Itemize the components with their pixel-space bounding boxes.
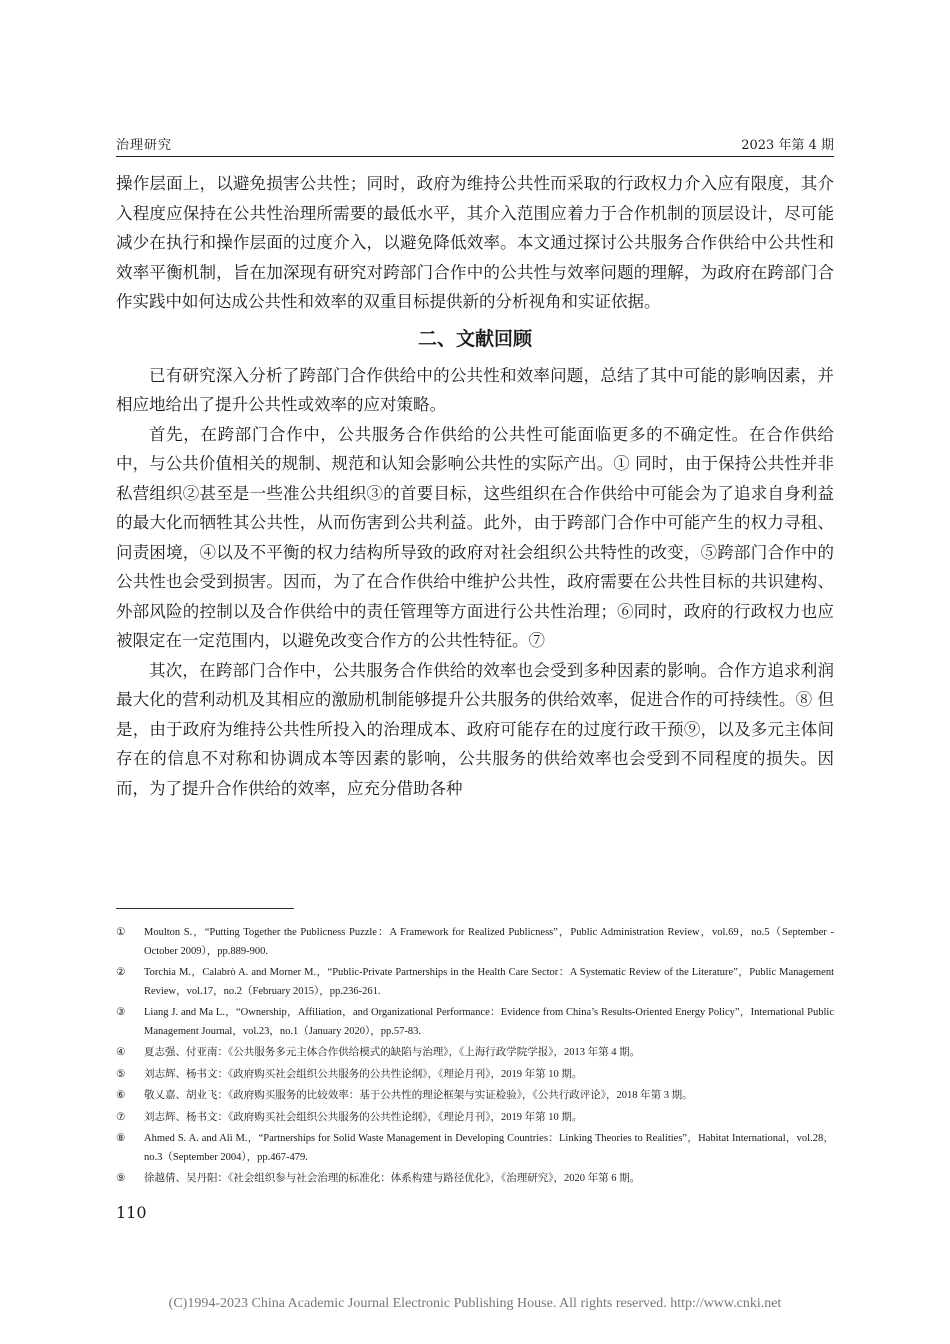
footnote-number: ① [116,927,126,938]
footnote-number: ② [116,967,126,978]
footnote [116,1044,834,1063]
footnote-text: 敬乂嘉、胡业飞：《政府购买服务的比较效率：基于公共性的理论框架与实证检验》，《公共行政评论》，2018 年第 3 期。 [144,1090,693,1101]
body-paragraph: 首先，在跨部门合作中，公共服务合作供给的公共性可能面临更多的不确定性。在合作供给中，与公共价值相关的规制、规范和认知会影响公共性的实际产出。① 同时，由于保持公共性并非私营组织②甚至是一些准公共组织③的首要目标，这些组织在合作供给中可能会为了追求自身利益的最大化而牺牲其公共性，从而伤害到公共利益。此外，由于跨部门合作中可能产生的权力寻租、问责困境，④以及不平衡的权力结构所导致的政府对社会组织公共特性的改变，⑤跨部门合作中的公共性也会受到损害。因而，为了在合作供给中维护公共性，政府需要在公共性目标的共识建构、外部风险的控制以及合作供给中的责任管理等方面进行公共性治理；⑥同时，政府的行政权力也应被限定在一定范围内，以避免改变合作方的公共性特征。⑦ [116,424,834,650]
footnote-text: Torchia M.，Calabrò A. and Morner M.，“Public-Private Partnerships in the Health Care Sector：A Systematic Review of the Literature”，Public Management Review，vol.17，no.2（February 2015），pp.236-261. [144,967,834,997]
footnote-number: ④ [116,1047,126,1058]
footnote-text: 刘志辉、杨书文：《政府购买社会组织公共服务的公共性论纲》，《理论月刊》，2019 年第 10 期。 [144,1068,583,1080]
footnote [116,1170,834,1189]
footnote-text: Liang J. and Ma L.，“Ownership，Affiliation，and Organizational Performance：Evidence from China’s Results-Oriented Energy Policy”，International Public Management Journal，vol.23，no.1（January 2020），pp.57-83. [144,1007,834,1037]
footnote-divider [116,908,294,909]
footnote-text: 夏志强、付亚南：《公共服务多元主体合作供给模式的缺陷与治理》，《上海行政学院学报》，2013 年第 4 期。 [144,1047,641,1058]
issue-label: 2023 年第 4 期 [741,138,834,153]
intro-paragraph: 操作层面上，以避免损害公共性；同时，政府为维持公共性而采取的行政权力介入应有限度，其介入程度应保持在公共性治理所需要的最低水平，其介入范围应着力于合作机制的顶层设计，尽可能减少在执行和操作层面的过度介入，以避免降低效率。本文通过探讨公共服务合作供给中公共性和效率平衡机制，旨在加深现有研究对跨部门合作中的公共性与效率问题的理解，为政府在跨部门合作实践中如何达成公共性和效率的双重目标提供新的分析视角和实证依据。 [116,174,834,311]
footnote [116,1130,834,1167]
copyright-notice: (C)1994-2023 China Academic Journal Electronic Publishing House. All rights reserved. http://www.cnki.net [168,1296,782,1311]
page-number: 110 [116,1203,147,1222]
footnote-text: Ahmed S. A. and Ali M.，“Partnerships for Solid Waste Management in Developing Countries：Linking Theories to Realities”，Habitat International，vol.28，no.3（September 2004），pp.467-479. [144,1133,834,1163]
footnote [116,1087,834,1106]
footnote [116,1109,834,1128]
footnote-number: ⑥ [116,1090,126,1101]
footnote-number: ⑦ [116,1111,126,1123]
footnote-text: 徐越倩、吴丹阳：《社会组织参与社会治理的标准化：体系构建与路径优化》，《治理研究》，2020 年第 6 期。 [144,1173,641,1184]
journal-title: 治理研究 [116,138,173,153]
article-body [116,169,834,803]
footnote-number: ③ [116,1007,126,1018]
section-heading: 二、文献回顾 [417,327,532,350]
footnote-text: 刘志辉、杨书文：《政府购买社会组织公共服务的公共性论纲》，《理论月刊》，2019 年第 10 期。 [144,1111,583,1123]
footnote [116,1004,834,1041]
footnote-number: ⑤ [116,1068,126,1080]
footnote-number: ⑨ [116,1173,126,1184]
header-divider [116,156,834,157]
footnote [116,924,834,961]
footnote [116,964,834,1001]
footnotes [116,924,834,1192]
footnote [116,1066,834,1085]
body-paragraph: 其次，在跨部门合作中，公共服务合作供给的效率也会受到多种因素的影响。合作方追求利润最大化的营利动机及其相应的激励机制能够提升公共服务的供给效率，促进合作的可持续性。⑧ 但是，由于政府为维持公共性所投入的治理成本、政府可能存在的过度行政干预⑨，以及多元主体间存在的信息不对称和协调成本等因素的影响，公共服务的供给效率也会受到不同程度的损失。因而，为了提升合作供给的效率，应充分借助各种 [116,660,834,798]
footnote-number: ⑧ [116,1133,126,1144]
body-paragraph: 已有研究深入分析了跨部门合作供给中的公共性和效率问题，总结了其中可能的影响因素，并相应地给出了提升公共性或效率的应对策略。 [116,365,834,414]
footnote-text: Moulton S.，“Putting Together the Publicness Puzzle：A Framework for Realized Publicness”，Public Administration Review，vol.69，no.5（September - October 2009），pp.889-900. [144,927,834,957]
